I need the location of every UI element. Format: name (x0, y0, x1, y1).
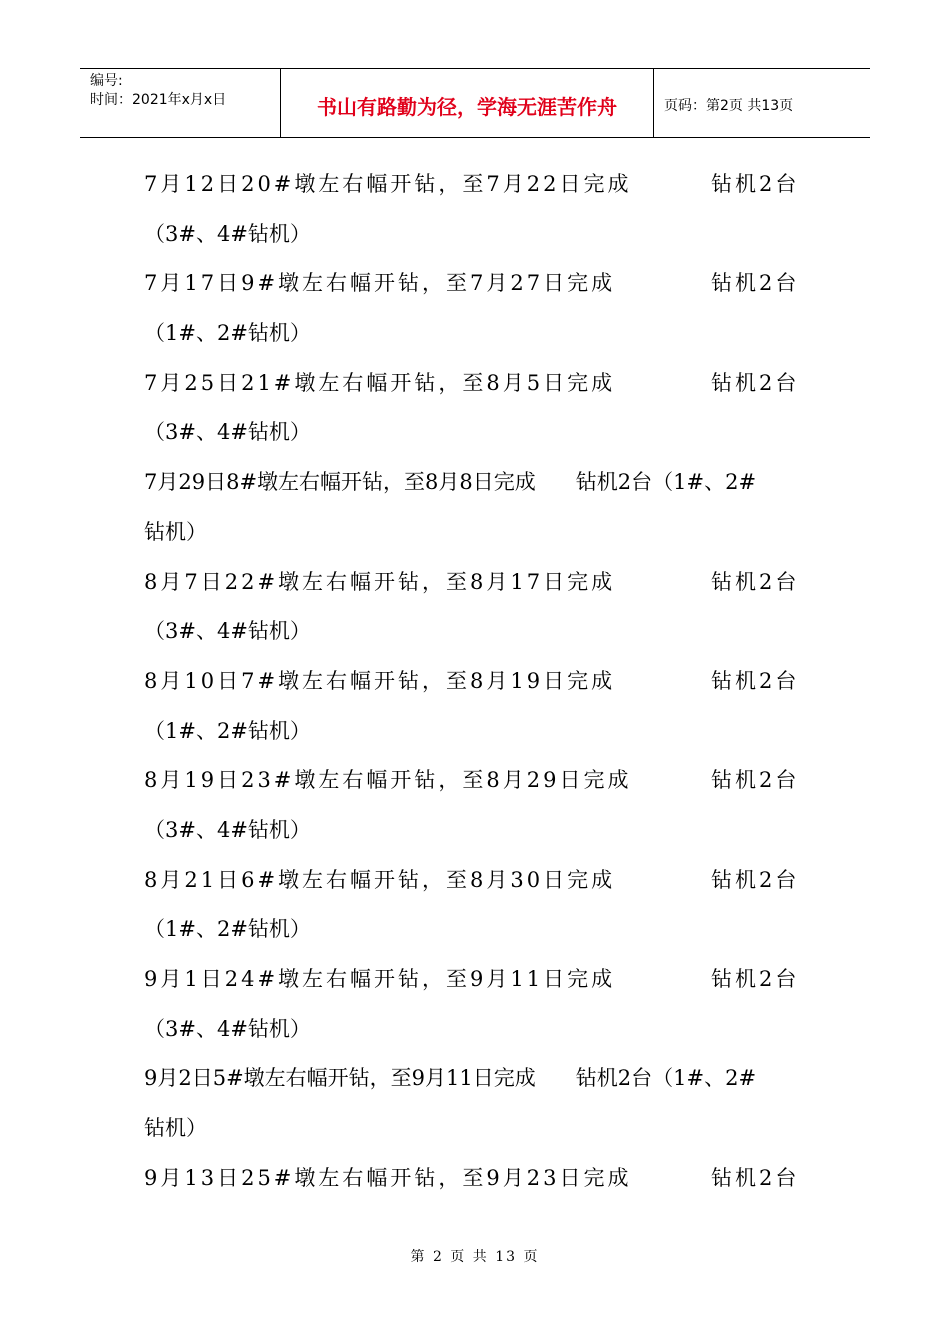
schedule-line (144, 210, 810, 260)
schedule-line-rigs: 钻机2台 (711, 271, 800, 296)
schedule-line-text: （3#、4#钻机） (144, 420, 311, 445)
schedule-line-text: 9月2日5#墩左右幅开钻，至9月11日完成 钻机2台（1#、2# (144, 1066, 757, 1091)
schedule-line (144, 1054, 810, 1104)
schedule-line (144, 359, 810, 409)
schedule-line-text: （1#、2#钻机） (144, 321, 311, 346)
schedule-line-rigs: 钻机2台 (711, 768, 800, 793)
schedule-line-rigs: 钻机2台 (711, 569, 800, 594)
schedule-line-text: 7月17日9#墩左右幅开钻，至7月27日完成 (144, 271, 616, 296)
schedule-line-text: 7月25日21#墩左右幅开钻，至8月5日完成 (144, 370, 616, 395)
schedule-line (144, 856, 810, 906)
schedule-line (144, 458, 810, 508)
schedule-line-rigs: 钻机2台 (711, 668, 800, 693)
schedule-line-text: 9月1日24#墩左右幅开钻，至9月11日完成 (144, 967, 616, 991)
schedule-line-rigs: 钻机2台 (711, 967, 800, 991)
schedule-line (144, 607, 810, 657)
schedule-line (144, 806, 810, 856)
schedule-line-text: （3#、4#钻机） (144, 1016, 311, 1041)
schedule-line (144, 756, 810, 806)
schedule-line (144, 1104, 810, 1154)
header-page-number: 页码：第2页 共13页 (664, 98, 794, 114)
document-number-label: 编号: (90, 73, 123, 89)
schedule-line-text: 8月10日7#墩左右幅开钻，至8月19日完成 (144, 668, 616, 693)
schedule-line-text: 钻机） (144, 1116, 207, 1141)
schedule-line-text: （1#、2#钻机） (144, 917, 311, 942)
schedule-line (144, 558, 810, 608)
schedule-line-rigs: 钻机2台 (711, 1165, 800, 1190)
document-time-label: 时间：2021年x月x日 (90, 92, 227, 108)
schedule-line-text: 7月12日20#墩左右幅开钻，至7月22日完成 (144, 172, 632, 196)
header-info-cell (80, 69, 281, 137)
schedule-line-text: 8月19日23#墩左右幅开钻，至8月29日完成 (144, 768, 632, 793)
schedule-line-text: （3#、4#钻机） (144, 817, 311, 842)
schedule-line (144, 1005, 810, 1055)
schedule-line-text: 8月7日22#墩左右幅开钻，至8月17日完成 (144, 569, 616, 594)
schedule-line (144, 259, 810, 309)
schedule-line (144, 1154, 810, 1204)
header-motto: 书山有路勤为径，学海无涯苦作舟 (281, 69, 654, 137)
schedule-line (144, 508, 810, 558)
schedule-line-text: （1#、2#钻机） (144, 718, 311, 743)
schedule-line (144, 160, 810, 210)
page-footer: 第 2 页 共 13 页 (410, 1249, 540, 1265)
schedule-text (144, 160, 810, 1203)
schedule-line (144, 707, 810, 757)
schedule-line (144, 905, 810, 955)
schedule-line-text: （3#、4#钻机） (144, 619, 311, 644)
schedule-line-text: 7月29日8#墩左右幅开钻，至8月8日完成 钻机2台（1#、2# (144, 470, 757, 495)
schedule-line (144, 408, 810, 458)
schedule-line-text: 8月21日6#墩左右幅开钻，至8月30日完成 (144, 867, 616, 892)
schedule-line (144, 657, 810, 707)
schedule-line (144, 309, 810, 359)
schedule-line-text: 9月13日25#墩左右幅开钻，至9月23日完成 (144, 1165, 632, 1190)
page-header (80, 68, 870, 138)
schedule-line-rigs: 钻机2台 (711, 867, 800, 892)
schedule-line-rigs: 钻机2台 (711, 172, 800, 196)
schedule-line-rigs: 钻机2台 (711, 370, 800, 395)
schedule-line-text: （3#、4#钻机） (144, 221, 311, 246)
schedule-line (144, 955, 810, 1005)
schedule-line-text: 钻机） (144, 519, 207, 544)
